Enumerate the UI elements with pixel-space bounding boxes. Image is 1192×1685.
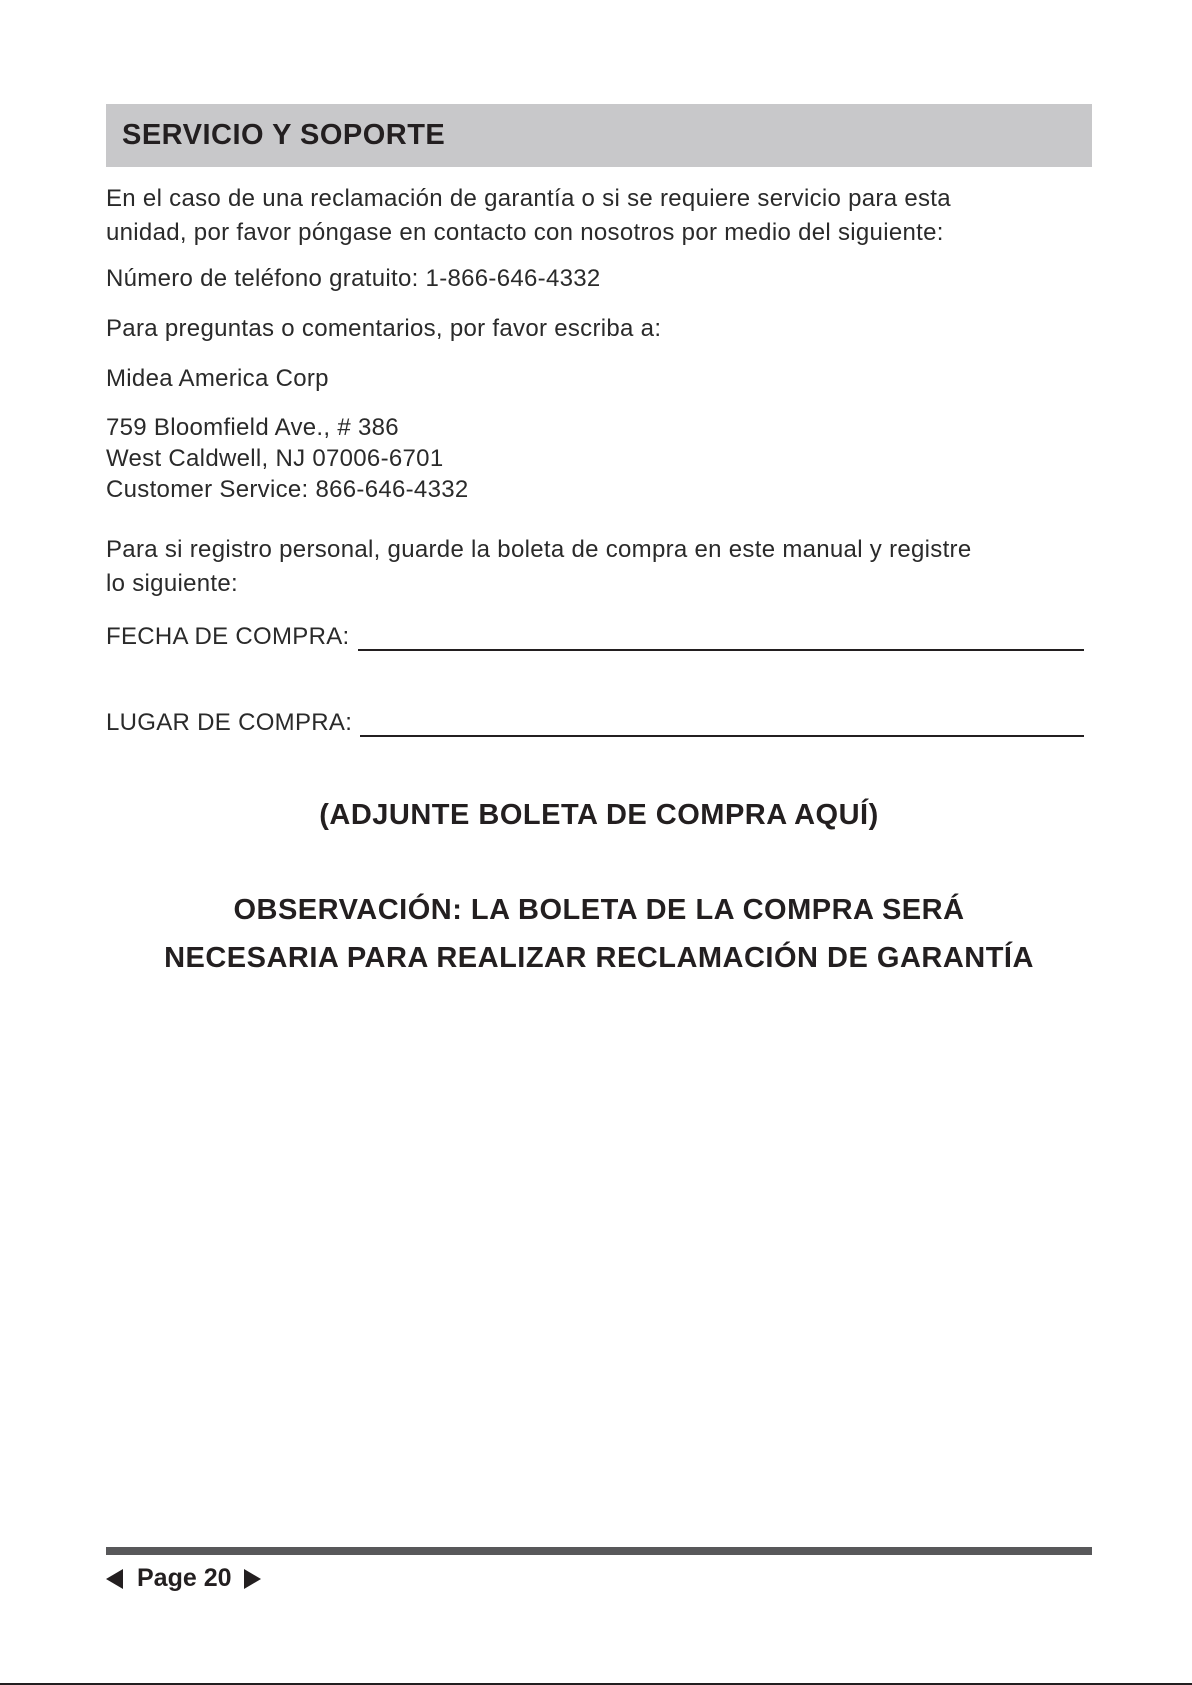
purchase-place-row: [106, 709, 1092, 737]
record-paragraph: [106, 533, 1092, 601]
intro-paragraph: [106, 182, 1092, 250]
page-number: Page 20: [137, 1564, 232, 1592]
address-line-3: Customer Service: 866-646-4332: [106, 476, 469, 503]
next-page-icon[interactable]: [244, 1569, 261, 1589]
warranty-note-line-1: OBSERVACIÓN: LA BOLETA DE LA COMPRA SERÁ: [233, 894, 965, 926]
purchase-place-blank: [360, 711, 1084, 737]
intro-line-1: En el caso de una reclamación de garantía o si se requiere servicio para esta: [106, 185, 951, 212]
company-name: Midea America Corp: [106, 365, 329, 392]
record-line-2: lo siguiente:: [106, 570, 238, 597]
record-line-1: Para si registro personal, guarde la boleta de compra en este manual y registre: [106, 536, 972, 563]
previous-page-icon[interactable]: [106, 1569, 123, 1589]
section-header: [106, 104, 1092, 167]
warranty-note-line-2: NECESARIA PARA REALIZAR RECLAMACIÓN DE GARANTÍA: [164, 942, 1034, 974]
mailing-address: [106, 412, 1092, 505]
purchase-date-label: FECHA DE COMPRA:: [106, 623, 350, 650]
purchase-date-blank: [358, 625, 1085, 651]
questions-text: Para preguntas o comentarios, por favor escriba a:: [106, 315, 662, 342]
page-navigation: [106, 1564, 261, 1593]
manual-page: [106, 104, 1092, 982]
phone-text: Número de teléfono gratuito: 1-866-646-4332: [106, 265, 601, 292]
warranty-note: [106, 886, 1092, 982]
intro-line-2: unidad, por favor póngase en contacto con nosotros por medio del siguiente:: [106, 219, 944, 246]
purchase-place-label: LUGAR DE COMPRA:: [106, 709, 353, 736]
attach-receipt-notice: (ADJUNTE BOLETA DE COMPRA AQUÍ): [319, 799, 879, 831]
address-line-1: 759 Bloomfield Ave., # 386: [106, 414, 399, 441]
footer-rule: [106, 1547, 1092, 1555]
address-line-2: West Caldwell, NJ 07006-6701: [106, 445, 444, 472]
section-title: SERVICIO Y SOPORTE: [122, 119, 446, 151]
purchase-date-row: [106, 623, 1092, 651]
